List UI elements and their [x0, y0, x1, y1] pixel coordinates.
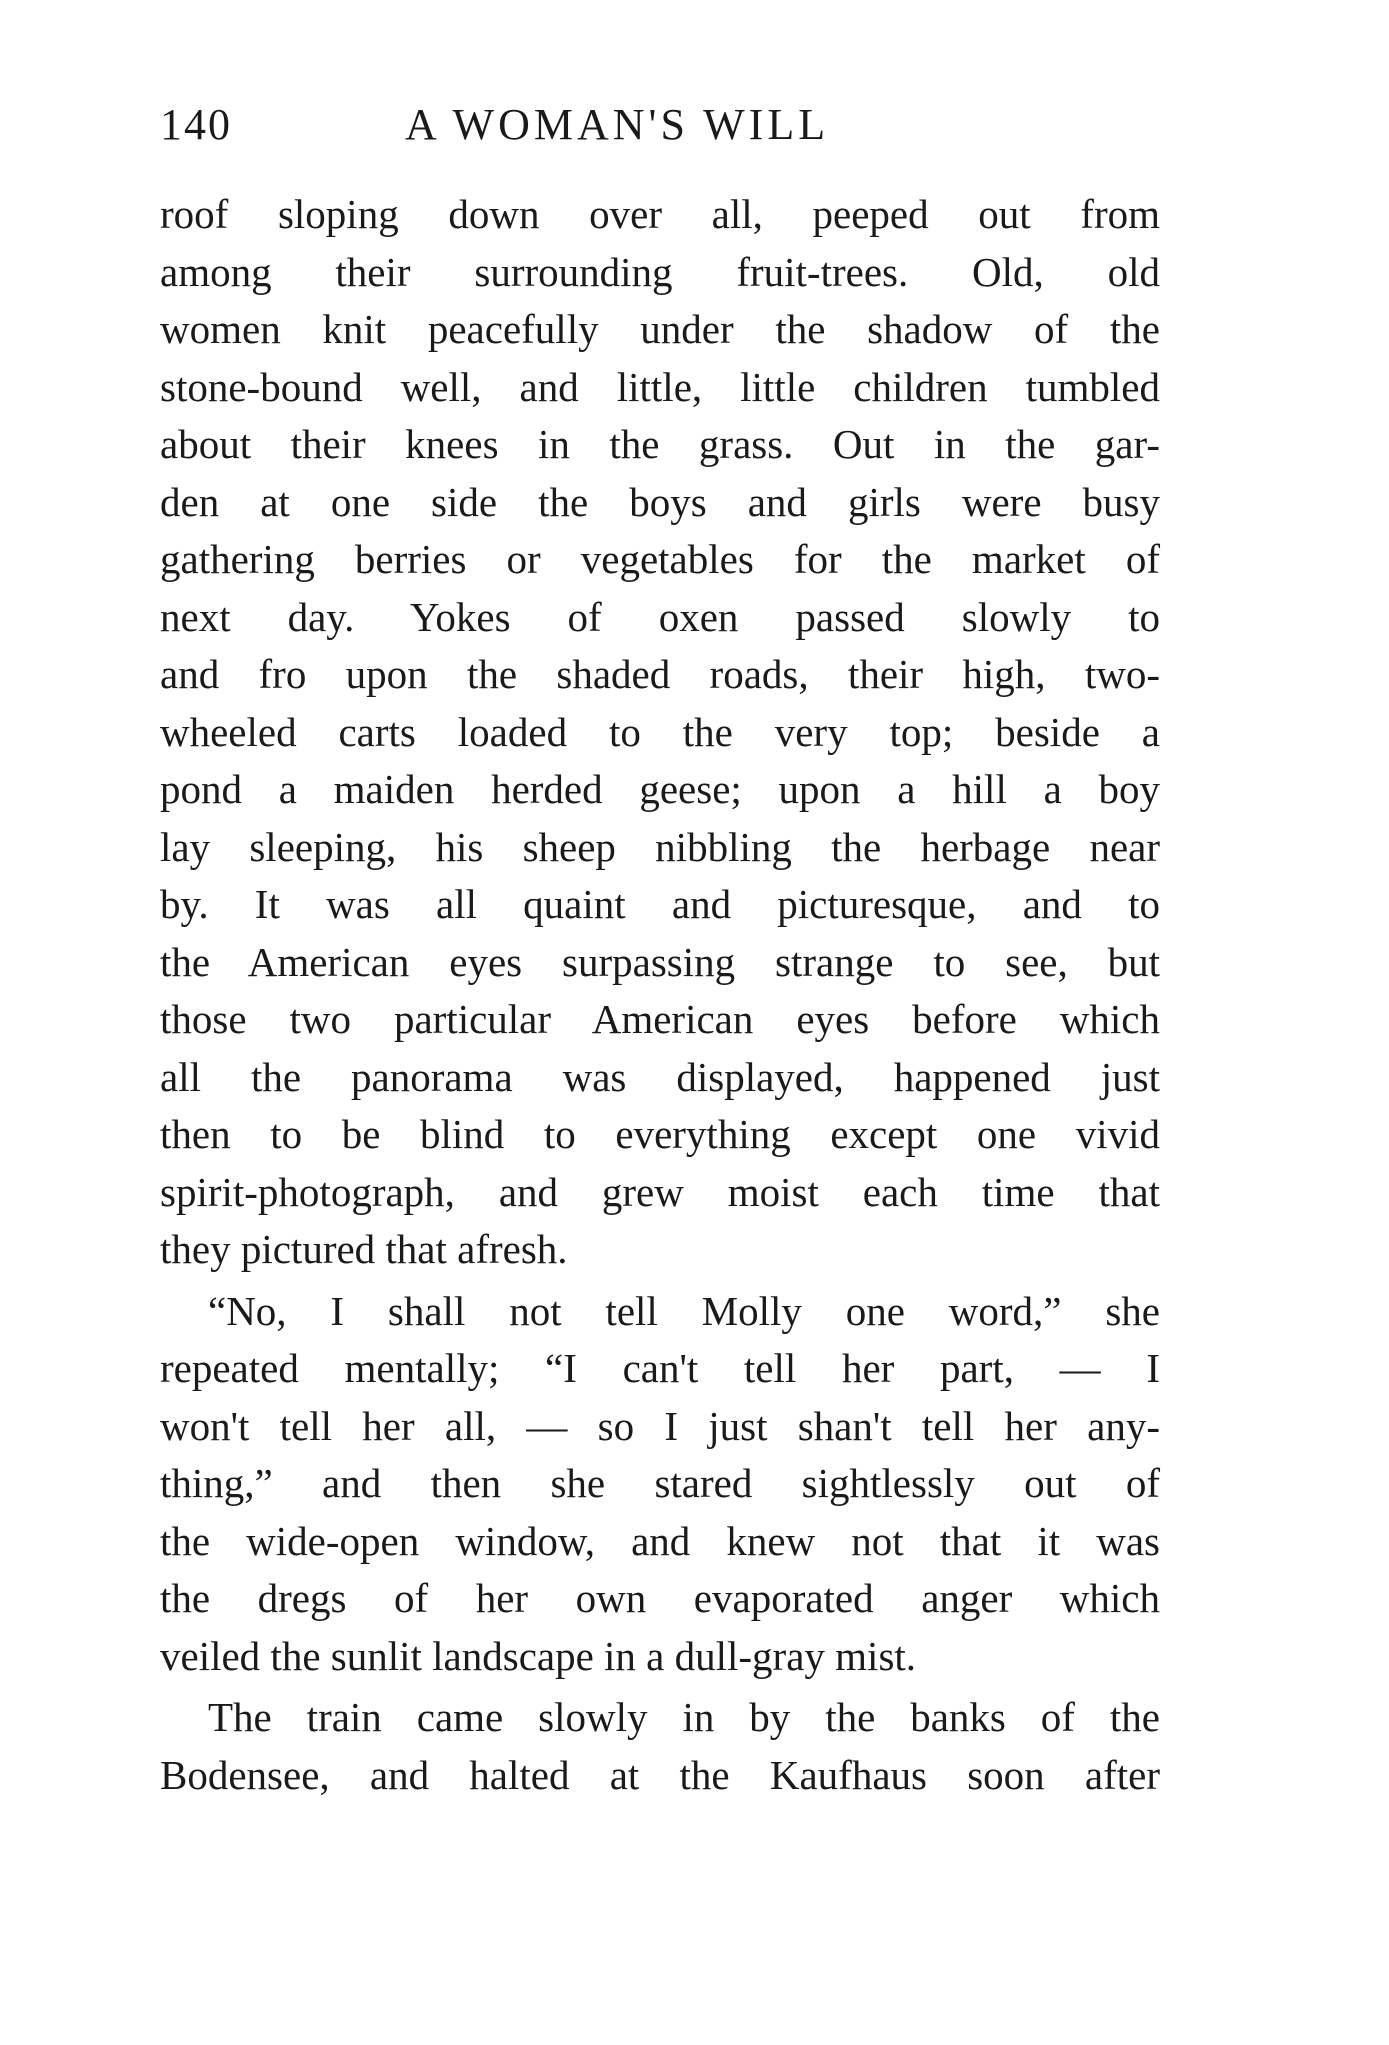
text-line: all the panorama was displayed, happened just	[160, 1053, 1160, 1100]
text-line: wheeled carts loaded to the very top; beside a	[160, 708, 1160, 755]
text-line: pond a maiden herded geese; upon a hill a boy	[160, 766, 1160, 812]
text-line: those two particular American eyes before which	[160, 996, 1160, 1042]
text-line: roof sloping down over all, peeped out from	[160, 191, 1160, 237]
page-number: 140	[160, 100, 232, 149]
text-line: lay sleeping, his sheep nibbling the herbage near	[160, 823, 1160, 870]
text-line: den at one side the boys and girls were busy	[160, 478, 1160, 525]
text-line: among their surrounding fruit-trees. Old, old	[160, 248, 1160, 295]
text-line: gathering berries or vegetables for the market of	[160, 536, 1160, 582]
text-line: the American eyes surpassing strange to see, but	[160, 938, 1160, 985]
text-line: women knit peacefully under the shadow of the	[160, 306, 1160, 352]
text-line: The train came slowly in by the banks of the	[208, 1694, 1160, 1740]
body-text	[160, 186, 1160, 1804]
text-line: “No, I shall not tell Molly one word,” she	[208, 1287, 1160, 1334]
text-line: repeated mentally; “I can't tell her part, — I	[160, 1345, 1160, 1391]
text-line: they pictured that afresh.	[160, 1226, 568, 1272]
text-line: stone-bound well, and little, little children tumbled	[160, 363, 1160, 410]
text-line: by. It was all quaint and picturesque, and to	[160, 881, 1160, 927]
text-line: won't tell her all, — so I just shan't tell her any-	[160, 1402, 1160, 1449]
text-line: next day. Yokes of oxen passed slowly to	[160, 593, 1160, 640]
text-line: spirit-photograph, and grew moist each time that	[160, 1168, 1160, 1215]
text-line: and fro upon the shaded roads, their high, two-	[160, 651, 1160, 697]
text-line: Bodensee, and halted at the Kaufhaus soon after	[160, 1751, 1160, 1798]
text-line: about their knees in the grass. Out in the gar-	[160, 421, 1160, 467]
running-head	[160, 95, 1160, 155]
running-title: A WOMAN'S WILL	[405, 100, 830, 149]
text-line: the dregs of her own evaporated anger which	[160, 1575, 1160, 1621]
text-line: the wide-open window, and knew not that it was	[160, 1517, 1160, 1564]
text-line: thing,” and then she stared sightlessly out of	[160, 1460, 1160, 1506]
text-line: veiled the sunlit landscape in a dull-gray mist.	[160, 1632, 917, 1679]
text-line: then to be blind to everything except one vivid	[160, 1111, 1160, 1157]
